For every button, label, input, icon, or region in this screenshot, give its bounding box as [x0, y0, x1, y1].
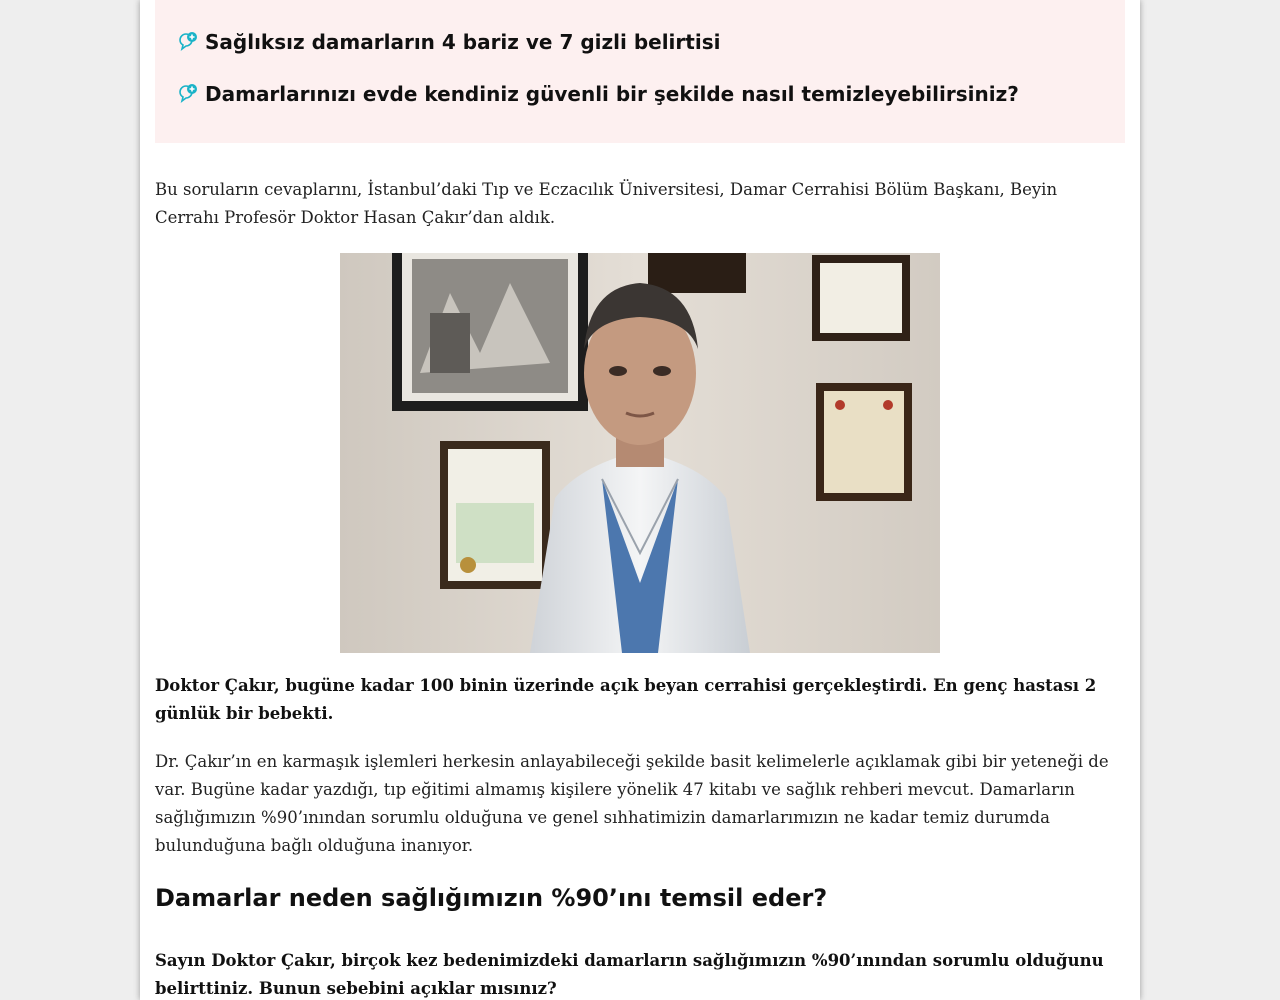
- doctor-portrait-image: [340, 253, 940, 653]
- body-paragraph: Dr. Çakır’ın en karmaşık işlemleri herkesin anlayabileceği şekilde basit kelimelerle açıklamak gibi bir yeteneği de var. Bugüne kadar yazdığı, tıp eğitimi almamış kişilere yönelik 47 kitabı ve sağlık rehberi mevcut. Damarların sağlığımızın %90’ınından sorumlu olduğuna ve genel sıhhatimizin damarlarımızın ne kadar temiz durumda bulunduğuna bağlı olduğuna inanıyor.: [155, 752, 1109, 855]
- intro-paragraph: Bu soruların cevaplarını, İstanbul’daki Tıp ve Eczacılık Üniversitesi, Damar Cerrahisi Bölüm Başkanı, Beyin Cerrahı Profesör Doktor Hasan Çakır’dan aldık.: [155, 180, 1058, 227]
- toc-item-label: Sağlıksız damarların 4 bariz ve 7 gizli belirtisi: [205, 30, 721, 54]
- toc-item[interactable]: [177, 30, 720, 54]
- article-page: [140, 0, 1140, 1000]
- toc-item[interactable]: [177, 82, 1019, 106]
- doctor-photo: [340, 253, 940, 653]
- speech-bubble-plus-icon: [177, 31, 199, 53]
- speech-bubble-plus-icon: [177, 83, 199, 105]
- section-heading: Damarlar neden sağlığımızın %90’ını temsil eder?: [155, 884, 828, 912]
- table-of-contents: [155, 0, 1125, 143]
- highlight-paragraph: Doktor Çakır, bugüne kadar 100 binin üzerinde açık beyan cerrahisi gerçekleştirdi. En genç hastası 2 günlük bir bebekti.: [155, 676, 1097, 723]
- toc-item-label: Damarlarınızı evde kendiniz güvenli bir şekilde nasıl temizleyebilirsiniz?: [205, 82, 1019, 106]
- question-paragraph: Sayın Doktor Çakır, birçok kez bedenimizdeki damarların sağlığımızın %90’ınından sorumlu olduğunu belirttiniz. Bunun sebebini açıklar mısınız?: [155, 951, 1104, 998]
